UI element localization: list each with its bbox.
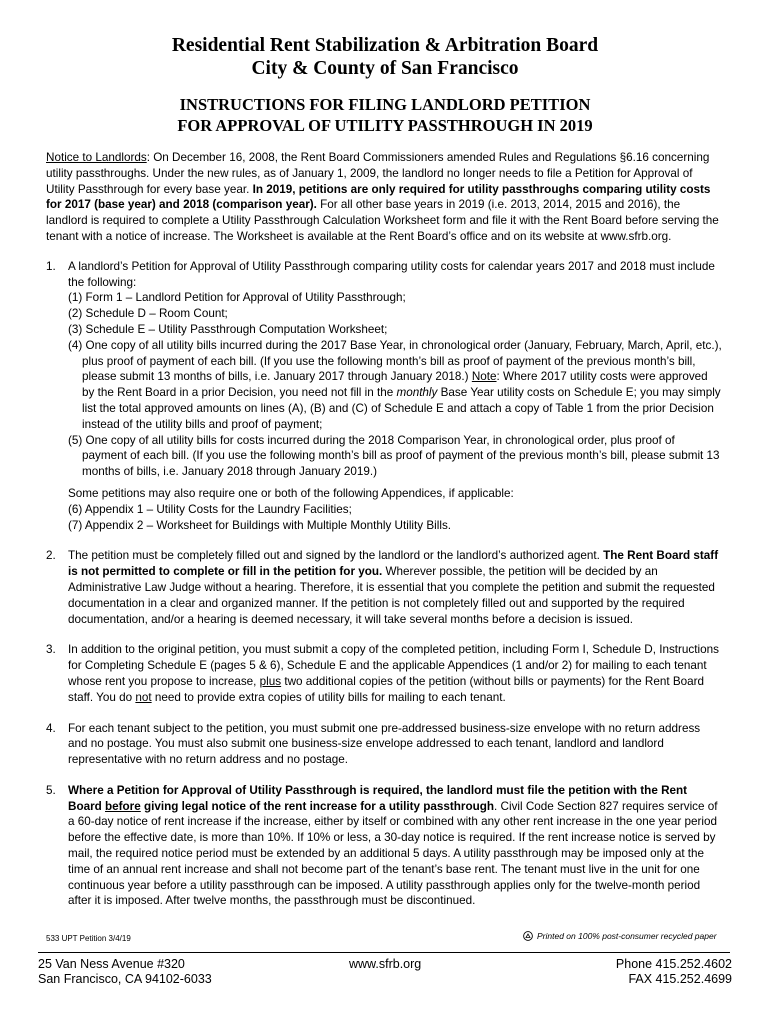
form-code: 533 UPT Petition 3/4/19 [46, 934, 131, 943]
contact-block [616, 957, 732, 987]
item-number: 1. [46, 259, 56, 273]
agency-city: City & County of San Francisco [251, 58, 519, 79]
item-number: 3. [46, 643, 56, 657]
instruction-item-3: 3. In addition to the original petition, you must submit a copy of the completed petition, including Form I, Schedule D, Instructions for Completing Schedule E (pages 5 & 6), Schedule E and the applicable Appendices (1 and/or 2) for mailing to each tenant whose rent you propose to increase, plus two additional copies of the petition (without bills or payments) for the Rent Board staff. You do not need to provide extra copies of utility bills for mailing to each tenant. [46, 643, 719, 704]
recycle-icon [523, 931, 533, 941]
address-line-1: 25 Van Ness Avenue #320 [38, 957, 185, 971]
address-line-2: San Francisco, CA 94102-6033 [38, 972, 212, 986]
website: www.sfrb.org [349, 957, 422, 971]
notice-paragraph: Notice to Landlords: On December 16, 2008, the Rent Board Commissioners amended Rules and Regulations §6.16 concerning utility passthroughs. Under the new rules, as of January 1, 2009, the landlord no longer needs to file a Petition for Approval of Utility Passthrough for every base year. In 2019, petitions are only required for utility passthroughs comparing utility costs for 2017 (base year) and 2018 (comparison year). For all other base years in 2019 (i.e. 2013, 2014, 2015 and 2016), the landlord is required to complete a Utility Passthrough Calculation Worksheet form and file it with the Rent Board before serving the tenant with a notice of increase. The Worksheet is available at the Rent Board’s office and on its website at www.sfrb.org. [46, 151, 719, 243]
instruction-item-2: 2. The petition must be completely filled out and signed by the landlord or the landlord’s authorized agent. The Rent Board staff is not permitted to complete or fill in the petition for you. Wherever possible, the petition will be decided by an Administrative Law Judge without a hearing. Therefore, it is essential that you complete the petition and submit the requested documentation in a clear and organized manner. If the petition is not completely filled out and supported by the required documentation, and/or a hearing is deemed necessary, it will take several months before a decision is issued. [46, 549, 719, 626]
recycled-note: Printed on 100% post-consumer recycled paper [523, 931, 717, 941]
required-doc-4: (4) One copy of all utility bills incurred during the 2017 Base Year, in chronological order (January, February, March, April, etc.), plus proof of payment of each bill. (If you use the following month’s bill as proof of payment of the previous month’s bill, please submit 13 months of bills, i.e. January 2017 through January 2018.) Note: Where 2017 utility costs were approved by the Rent Board in a prior Decision, you need not fill in the monthly Base Year utility costs on Schedule E; you may simply list the total approved amounts on lines (A), (B) and (C) of Schedule E and attach a copy of Table 1 from the prior Decision instead of the utility bills and proof of payment; [68, 338, 722, 431]
notice-label: Notice to Landlords [46, 151, 147, 164]
instruction-item-1: 1. A landlord’s Petition for Approval of Utility Passthrough comparing utility costs for calendar years 2017 and 2018 must include the following: (1) Form 1 – Landlord Petition for Approval of Utility Passthrough; (2) Schedule D – Room Count; (3) Schedule E – Utility Passthrough Computation Worksheet; (4) One copy of all utility bills incurred during the 2017 Base Year, in chronological order (January, February, March, April, etc.), plus proof of payment of each bill. (If you use the following month’s bill as proof of payment of the previous month’s bill, please submit 13 months of bills, i.e. January 2017 through January 2018.) Note: Where 2017 utility costs were approved by the Rent Board in a prior Decision, you need not fill in the monthly Base Year utility costs on Schedule E; you may simply list the total approved amounts on lines (A), (B) and (C) of Schedule E and attach a copy of Table 1 from the prior Decision instead of the utility bills and proof of payment; (5) One copy of all utility bills for costs incurred during the 2018 Comparison Year, in chronological order, plus proof of payment of each bill. (If you use the following month’s bill as proof of payment of the previous month’s bill, please submit 13 months of bills, i.e. January 2018 through January 2019.) Some petitions may also require one or both of the following Appendices, if applicable: (6) Appendix 1 – Utility Costs for the Laundry Facilities; (7) Appendix 2 – Worksheet for Buildings with Multiple Monthly Utility Bills. [46, 259, 722, 532]
footer-divider [38, 952, 730, 953]
required-doc-2: (2) Schedule D – Room Count; [68, 307, 228, 321]
appendix-6: (6) Appendix 1 – Utility Costs for the Laundry Facilities; [68, 502, 352, 516]
required-doc-5: (5) One copy of all utility bills for costs incurred during the 2018 Comparison Year, in chronological order, plus proof of payment of each bill. (If you use the following month’s bill as proof of payment of the previous month’s bill, please submit 13 months of bills, i.e. January 2018 through January 2019.) [68, 433, 720, 479]
document-title-line2: FOR APPROVAL OF UTILITY PASSTHROUGH IN 2019 [177, 116, 593, 135]
item-number: 4. [46, 721, 56, 735]
address-block [38, 957, 212, 987]
instructions-body [46, 150, 722, 924]
agency-name: Residential Rent Stabilization & Arbitration Board [171, 35, 599, 56]
document-title-line1: INSTRUCTIONS FOR FILING LANDLORD PETITION [179, 95, 591, 114]
phone-number: Phone 415.252.4602 [615, 957, 732, 971]
instruction-item-5: 5. Where a Petition for Approval of Utility Passthrough is required, the landlord must file the petition with the Rent Board before giving legal notice of the rent increase for a utility passthrough. Civil Code Section 827 requires service of a 60-day notice of rent increase if the increase, either by itself or combined with any other rent increase in the one year period before the effective date, is more than 10%. If 10% or less, a 30-day notice is required. If the rent increase notice is served by mail, the required notice period must be extended by an additional 5 days. A utility passthrough may be imposed only at the time of an annual rent increase and shall not become part of the tenant’s base rent. The tenant must live in the unit for one continuous year before a utility passthrough can be imposed. A utility passthrough applies only for the twelve-month period after it is imposed. After twelve months, the passthrough must be discontinued. [46, 783, 718, 908]
item-number: 5. [46, 783, 56, 797]
appendix-intro: Some petitions may also require one or both of the following Appendices, if applicable: [68, 486, 514, 500]
instruction-item-4: 4. For each tenant subject to the petition, you must submit one pre-addressed business-size envelope with no return address and no postage. You must also submit one business-size envelope addressed to each tenant, landlord and landlord representative with no return address and no postage. [46, 721, 701, 767]
appendix-7: (7) Appendix 2 – Worksheet for Buildings with Multiple Monthly Utility Bills. [68, 518, 452, 532]
item-number: 2. [46, 549, 56, 563]
notice-bold: In 2019, petitions are only required for utility passthroughs comparing utility costs for 2017 (base year) and 2018 (comparison year). [46, 182, 711, 212]
fax-number: FAX 415.252.4699 [628, 972, 732, 986]
required-doc-1: (1) Form 1 – Landlord Petition for Approval of Utility Passthrough; [68, 291, 406, 305]
required-doc-3: (3) Schedule E – Utility Passthrough Computation Worksheet; [68, 322, 388, 336]
